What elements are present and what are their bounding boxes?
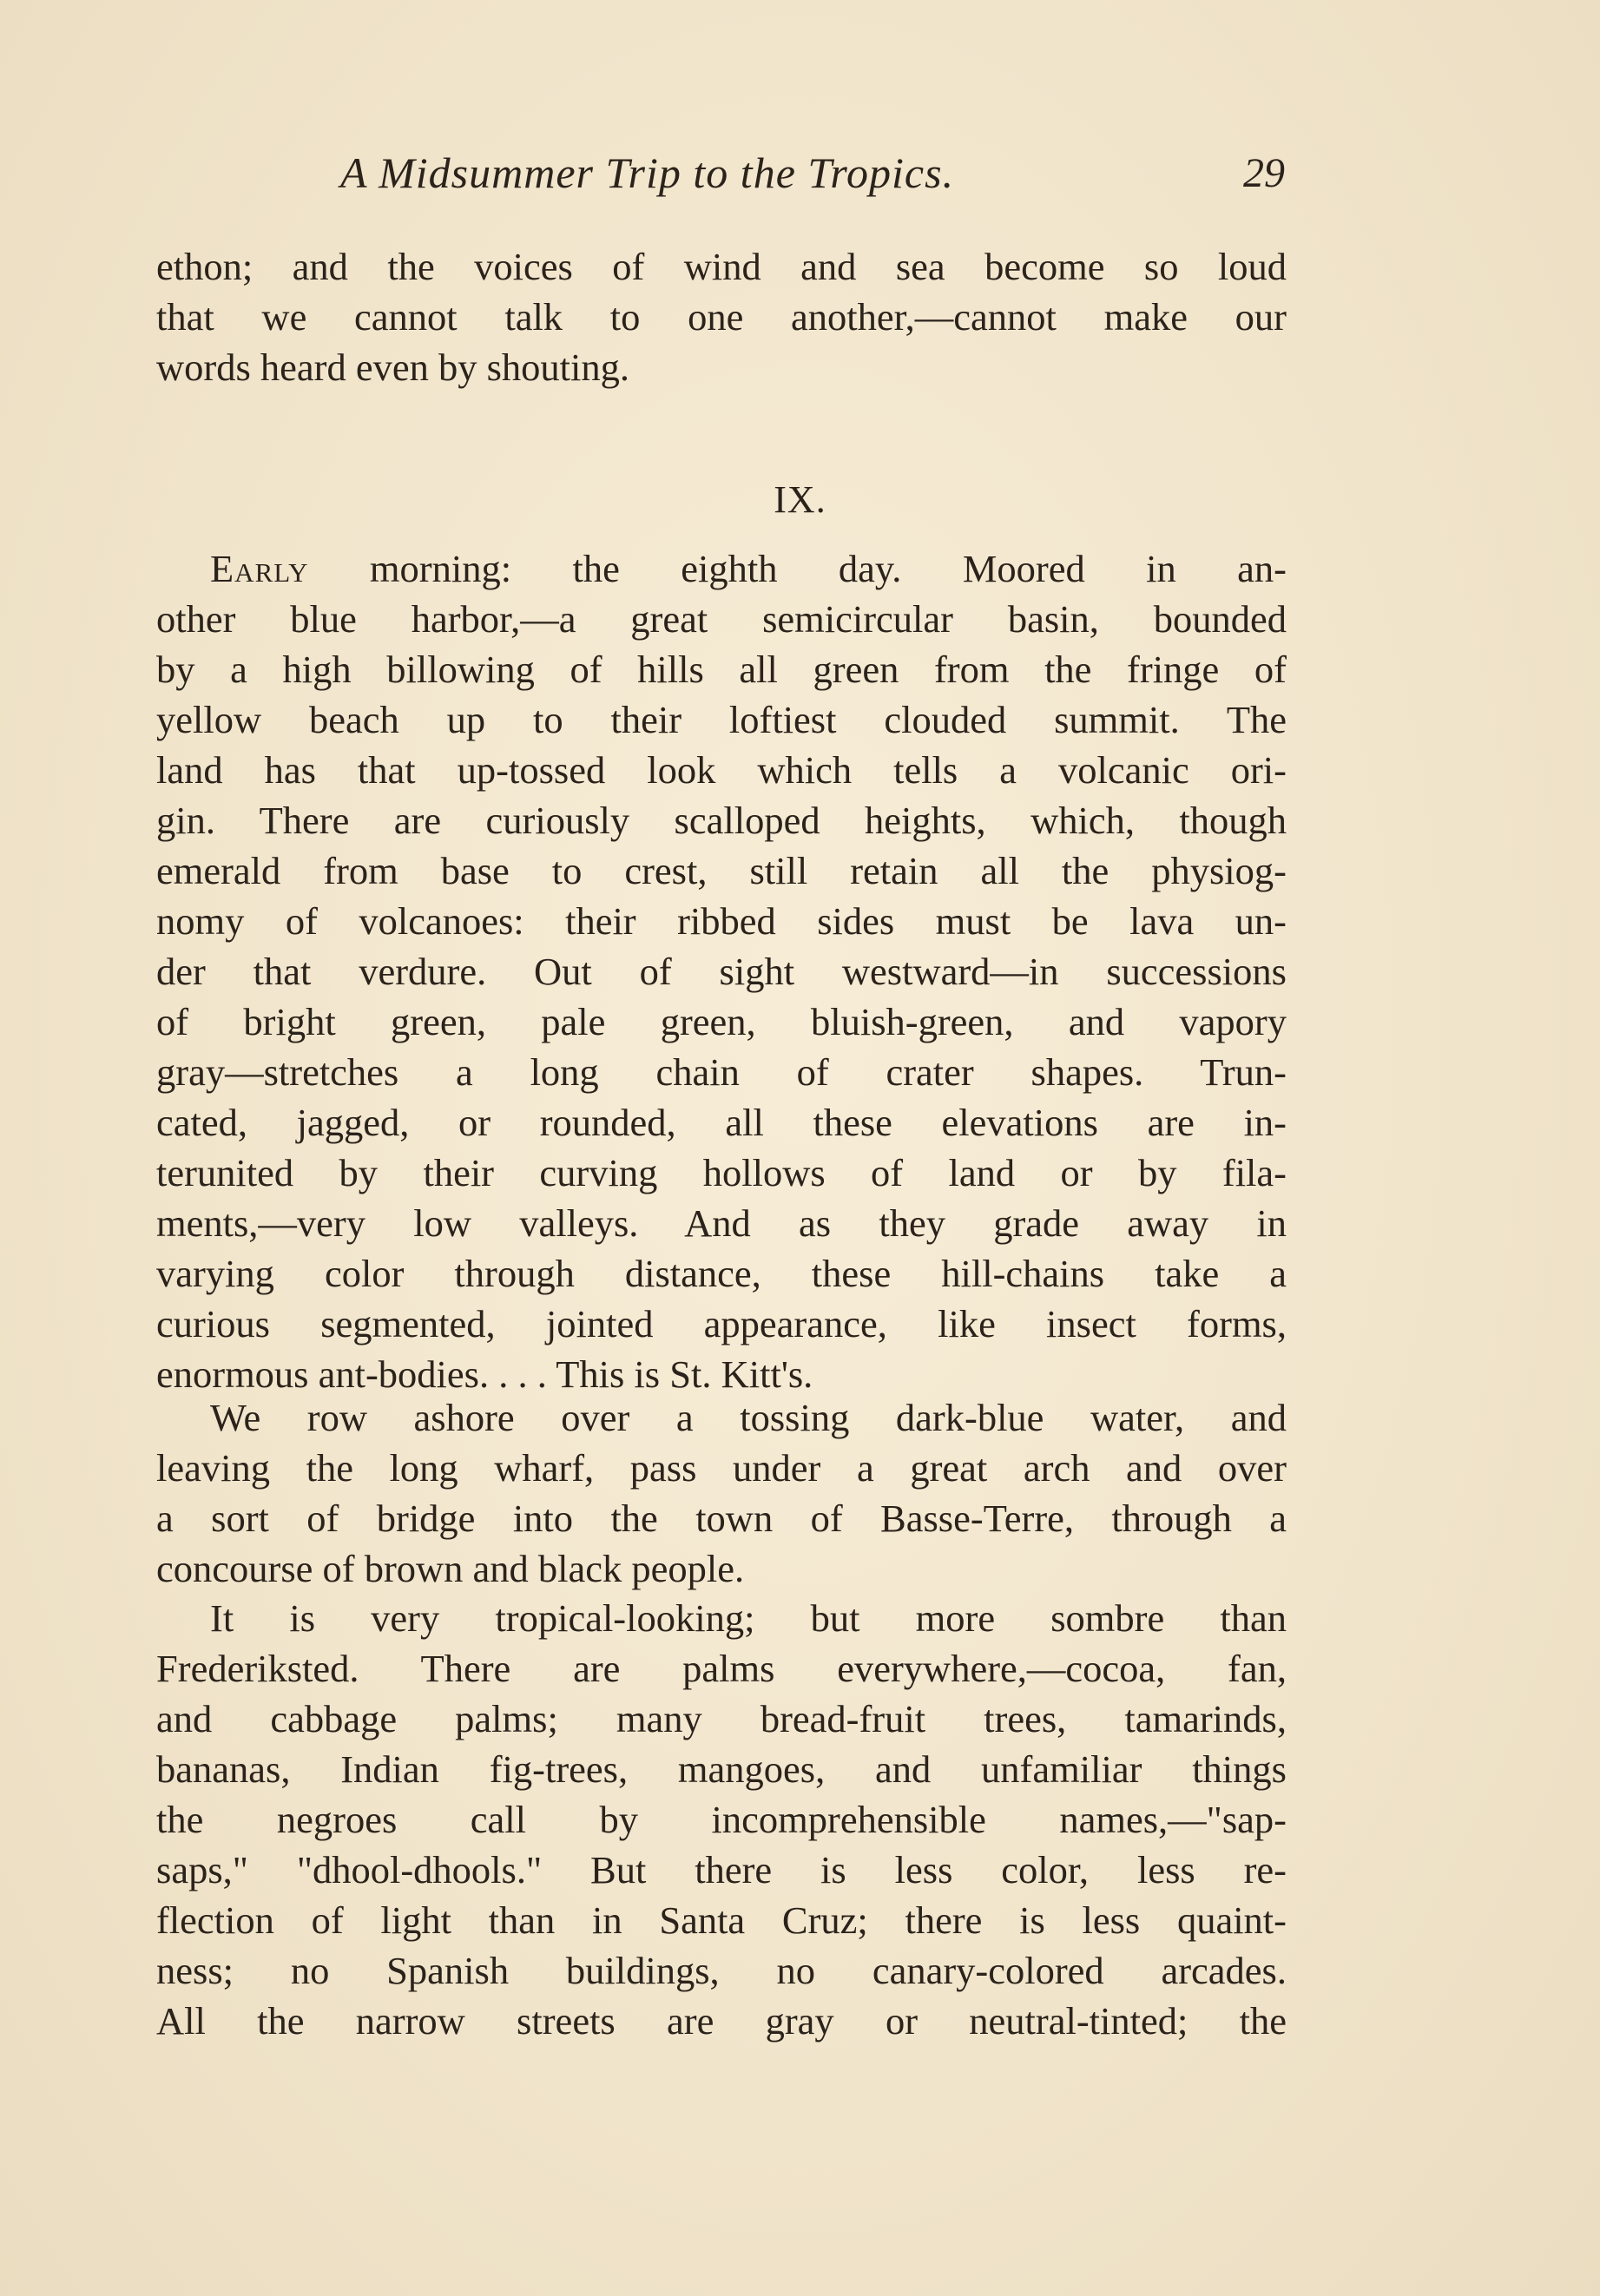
text-line: All the narrow streets are gray or neutral-tinted; the (156, 1999, 1287, 2043)
text-line: other blue harbor,—a great semicircular basin, bounded (156, 597, 1287, 641)
text-line: yellow beach up to their loftiest clouded summit. The (156, 698, 1287, 741)
text-line: We row ashore over a tossing dark-blue water, and (210, 1396, 1287, 1439)
text-line: cated, jagged, or rounded, all these elevations are in- (156, 1101, 1287, 1144)
text-line: ethon; and the voices of wind and sea become so loud (156, 245, 1287, 288)
text-line: varying color through distance, these hill-chains take a (156, 1252, 1287, 1295)
text-line: terunited by their curving hollows of land or by fila- (156, 1151, 1287, 1194)
text-line: der that verdure. Out of sight westward—in successions (156, 950, 1287, 993)
text-line: gray—stretches a long chain of crater shapes. Trun- (156, 1050, 1287, 1094)
lead-word: Early (210, 547, 309, 590)
text-line: of bright green, pale green, bluish-green, and vapory (156, 1000, 1287, 1043)
paragraph-tropical-looking (156, 1593, 1287, 2046)
text-line: ness; no Spanish buildings, no canary-colored arcades. (156, 1949, 1287, 1992)
text-line: ments,—very low valleys. And as they grade away in (156, 1201, 1287, 1245)
text-line: by a high billowing of hills all green from the fringe of (156, 648, 1287, 691)
text-line: leaving the long wharf, pass under a great arch and over (156, 1446, 1287, 1490)
text-line: and cabbage palms; many bread-fruit trees, tamarinds, (156, 1697, 1287, 1740)
text-line: concourse of brown and black people. (156, 1547, 745, 1590)
text-line: nomy of volcanoes: their ribbed sides must be lava un- (156, 899, 1287, 943)
paragraph-early-morning (156, 543, 1287, 1399)
page-header (156, 148, 1285, 208)
text-line: a sort of bridge into the town of Basse-Terre, through a (156, 1497, 1287, 1540)
text-line: enormous ant-bodies. . . . This is St. Kitt's. (156, 1352, 813, 1396)
text-line (156, 543, 1287, 594)
text-line: land has that up-tossed look which tells a volcanic ori- (156, 748, 1287, 792)
text-line: emerald from base to crest, still retain all the physiog- (156, 849, 1287, 892)
text-line: curious segmented, jointed appearance, like insect forms, (156, 1302, 1287, 1345)
text-line-rest: morning: the eighth day. Moored in an- (308, 547, 1287, 590)
text-line: It is very tropical-looking; but more sombre than (210, 1596, 1287, 1640)
paragraph-row-ashore (156, 1392, 1287, 1594)
text-line: the negroes call by incomprehensible names,—"sap- (156, 1798, 1287, 1841)
text-line: gin. There are curiously scalloped heights, which, though (156, 799, 1287, 842)
text-line: Frederiksted. There are palms everywhere,—cocoa, fan, (156, 1647, 1287, 1690)
text-line: flection of light than in Santa Cruz; there is less quaint- (156, 1898, 1287, 1942)
section-heading: IX. (774, 478, 826, 521)
text-line: bananas, Indian fig-trees, mangoes, and unfamiliar things (156, 1747, 1287, 1791)
page-number: 29 (1243, 150, 1285, 196)
text-line: saps," "dhool-dhools." But there is less color, less re- (156, 1848, 1287, 1891)
text-line: that we cannot talk to one another,—cannot make our (156, 295, 1287, 339)
running-title: A Midsummer Trip to the Tropics. (340, 148, 955, 197)
paragraph-continuation (156, 241, 1287, 392)
text-line: words heard even by shouting. (156, 345, 630, 389)
